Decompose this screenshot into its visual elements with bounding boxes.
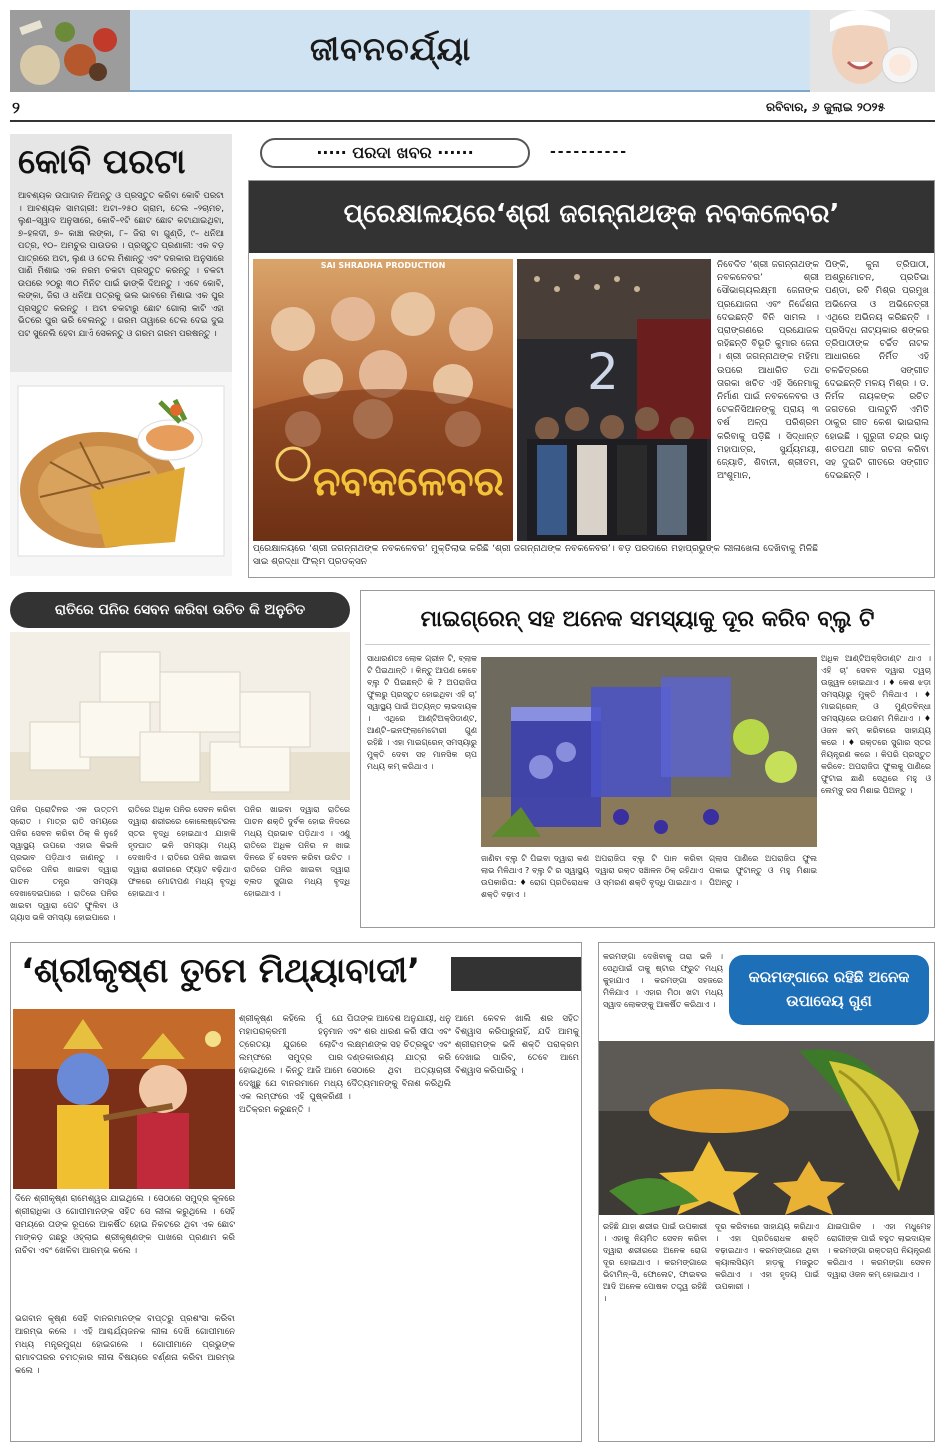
paneer-col-2: ରାତିରେ ଅଧିକ ପନିର ସେବନ କରିବା ଦ୍ୱାରା ଶରୀରରେ କୋଲେଷ୍ଟେରଲ ସ୍ତର ବୃଦ୍ଧି ହୋଇଥାଏ ଯାହାକି ହୃଦଘାତ ଭଳି ସମସ୍ୟା ମଧ୍ୟ ଦେଖାଦିଏ । ରାତିରେ ପନିର ଖାଇବା ଦ୍ୱାରା ଶରୀରରେ ଫ୍ୟାଟ ବଢ଼ିଥାଏ ଫଳରେ ମୋଟାପଣ ମଧ୍ୟ ବୃଦ୍ଧି ହୋଇଥାଏ । xyxy=(128,805,236,898)
star-fruit-col-2: ଦୂର କରିବାରେ ସାହାଯ୍ୟ କରିଥାଏ । ଏହା ପ୍ରତିରୋଧକ ଶକ୍ତି ବଢ଼ାଇଥାଏ । କରମଙ୍ଗାରେ ଥିବା କ୍ୟାଲସିୟମ ହାଡ଼କୁ ମଜଭୁତ କରିଥାଏ । ଏହା ହୃଦୟ ପାଇଁ ଉପକାରୀ । xyxy=(715,1222,819,1291)
krishna-col-3: ପିତାଙ୍କ ଆଦେଶ ଅନୁଯାୟୀ, ଧନୁ ଏବଂ ଶର ଧାରଣ କରି ସୀତା ଏବଂ ଲକ୍ଷ୍ମଣଙ୍କ ସହ ଚିତ୍ରକୁଟ ଏବଂ ଦଣ୍ଡକାରଣ୍ୟ ଯାତ୍ରା କରି ସେଠାରେ ଥିବା ଅତ୍ୟାଚାରୀ ଦୈତ୍ୟମାନଙ୍କୁ ବିନାଶ କରିଥିଲି । xyxy=(347,1014,451,1102)
divider xyxy=(10,120,935,122)
premiere-photo xyxy=(517,259,711,541)
blue-tea-caption-2: ଅପରାଜିତା ବ୍ଲୁ ଟି ପାନ କରିବା ଦ୍ୱାରା ରକ୍ତ ସଞ୍ଚାଳନ ଠିକ୍ ରହିଥାଏ ଓ ସ୍ମରଣ ଶକ୍ତି ବୃଦ୍ଧି ପାଇଥାଏ । xyxy=(595,854,703,887)
headline-box xyxy=(729,955,929,1025)
article-body: ଆବଶ୍ୟକ ଉପାଦାନ ନିଅନ୍ତୁ ଓ ପ୍ରସ୍ତୁତ କରିବା କୋବି ପରଟା । ଆବଶ୍ୟକ ସାମଗ୍ରୀ: ଅଟା–୨୫୦ ଗ୍ରାମ, ତେଲ –୨ଚାମଚ, ଲୁଣ–ସ୍ୱାଦ ଅନୁସାରେ, କୋବି–୧ଟି ଛୋଟ ଛୋଟ କଟାଯାଇଥିବା, ୭–ହଳଦୀ, ୭– କାଞ୍ଚା ଲଙ୍କା, ୮– ଜିରା ବା ଗୁଣ୍ଡି, ୯– ଧନିଆ ପତ୍ର, ୧୦– ଅମଚୁର ପାଉଡର । ପ୍ରସ୍ତୁତ ପ୍ରଣାଳୀ: ଏକ ବଡ଼ ପାତ୍ରରେ ଅଟା, ଲୁଣ ଓ ତେଲ ମିଶାନ୍ତୁ ଏବଂ ଦରକାର ଅନୁସାରେ ପାଣି ମିଶାଇ ଏକ ନରମ ଚକଟା ପ୍ରସ୍ତୁତ କରନ୍ତୁ । ଚକଟା ଉପରେ ୨୦ରୁ ୩୦ ମିନିଟ ପାଇଁ ଢାଙ୍କି ଦିଅନ୍ତୁ । ଏବେ କୋବି, ଲଙ୍କା, ଜିରା ଓ ଧନିଆ ପତ୍ରକୁ ଭଲ ଭାବରେ ମିଶାଇ ଏକ ପୁର ପ୍ରସ୍ତୁତ କରନ୍ତୁ । ଅଟା ଚକଟାରୁ ଛୋଟ ଗୋଲା କାଟି ଏହା ଭିତରେ ପୁର ଭରି ବେଲନ୍ତୁ । ଗରମ ତାୱାରେ ତେଲ ଦେଇ ଦୁଇ ପଟ ସୁନେଲି ହେବା ଯାଏଁ ସେକନ୍ତୁ ଓ ଗରମ ଗରମ ପରଷନ୍ତୁ । xyxy=(18,191,224,339)
masthead-face-image xyxy=(810,10,935,92)
star-fruit-article xyxy=(598,942,935,1442)
paratha-photo xyxy=(10,372,232,576)
svg-text:2: 2 xyxy=(587,343,619,401)
krishna-col-1b: ଭଗବାନ କୃଷ୍ଣ ସେହି ବାନରମାନଙ୍କ ବାପ୍ତରୁ ପ୍ରଶଂସା କରିବା ଆରମ୍ଭ କଲେ । ଏହି ଆଶ୍ଚର୍ଯ୍ୟଜନକ ଲୀଳା ଦେଖି ଗୋପୀମାନେ ମଧ୍ୟ ମନ୍ତ୍ରମୁଗ୍ଧ ହୋଇଗଲେ । ଗୋପୀମାନେ ପ୍ରଭୁଙ୍କ ରାମାବତାରର ଚମତ୍କାର ଲୀଳା ବିଷୟରେ ବର୍ଣ୍ଣନା କରିବା ଆରମ୍ଭ କଲେ । xyxy=(15,1314,235,1376)
section-label-text: ····· ପରଦା ଖବର ······ xyxy=(316,143,474,162)
star-fruit-intro: କରମଙ୍ଗା ଦେଖିବାକୁ ତାରା ଭଳି । ସେଥିପାଇଁ ତାକୁ ଷ୍ଟାର ଫ୍ରୁଟ ମଧ୍ୟ କୁହାଯାଏ । କରମଙ୍ଗା ସହଜରେ ମିଳିଯାଏ । ଏହାର ମିଠା ଖଟା ମଧ୍ୟ ସ୍ୱାଦ ଲୋକଙ୍କୁ ଆକର୍ଷିତ କରିଥାଏ । xyxy=(603,952,723,1009)
radha-krishna-image xyxy=(13,1009,235,1189)
headline: ‘ଶ୍ରୀକୃଷ୍ଣ ତୁମେ ମିଥ୍ୟାବାଦୀ’ xyxy=(21,951,426,991)
headline: ମାଇଗ୍ରେନ୍ ସହ ଅନେକ ସମସ୍ୟାକୁ ଦୂର କରିବ ବ୍ଲୁ ଟି xyxy=(420,607,875,632)
headline: ପ୍ରେକ୍ଷାଳୟରେ‘ଶ୍ରୀ ଜଗନ୍ନାଥଙ୍କ ନବକଳେବର’ xyxy=(343,199,840,229)
jagannath-article xyxy=(248,180,935,578)
headline-bar-accent xyxy=(451,957,581,991)
blue-tea-caption-1: ଜାଣିବା ବ୍ଲୁ ଟି ପିଇବା ଦ୍ୱାରା କଣ ଲାଭ ମିଳିଥାଏ ? ବ୍ଲୁ ଟି ର ସ୍ୱାସ୍ଥ୍ୟ ଉପକାରିତା: ♦ ରୋଗ ପ୍ରତିରୋଧକ ଶକ୍ତି ବଢ଼ାଏ । xyxy=(481,854,589,899)
krishna-col-4: ଆମେ କେବଳ ଖାଲି ଶର ସହିତ ବିଶ୍ୱାସ କରିପାରୁନାହିଁ, ଯଦି ଆମକୁ ଶ୍ରୀରାମଙ୍କ ଭଳି ଶକ୍ତି ପରାକ୍ରମ ଦେଖାଇ ପାରିବ, ତେବେ ଆମେ ବିଶ୍ୱାସ କରିପାରିବୁ । xyxy=(455,1014,579,1076)
star-fruit-col-1: ରହିଛି ଯାହା ଶରୀର ପାଇଁ ଉପକାରୀ । ଏହାକୁ ନିୟମିତ ସେବନ କରିବା ଦ୍ୱାରା ଶରୀରରେ ଅନେକ ରୋଗ ଦୂର ହୋଇଥାଏ । କରମଙ୍ଗାରେ ଭିଟାମିନ୍–ସି, ଫୋଲେଟ, ଫାଇବର ଆଦି ଅନେକ ପୋଷକ ତତ୍ତ୍ୱ ରହିଛି । xyxy=(603,1222,707,1303)
blue-tea-caption-3: ଗ୍ଲାସ ପାଣିରେ ଅପରାଜିତା ଫୁଲ ପକାଇ ଫୁଟାନ୍ତୁ ଓ ମହୁ ମିଶାଇ ପିଅନ୍ତୁ । xyxy=(709,854,817,887)
section-dashes: ---------- xyxy=(550,146,629,158)
paneer-photo xyxy=(10,632,350,800)
krishna-article xyxy=(10,942,582,1442)
article-title: କୋବି ପରଟା xyxy=(18,142,186,182)
dateline: ରବିବାର, ୬ ଜୁଲାଇ ୨୦୨୫ xyxy=(766,100,885,114)
masthead-food-image xyxy=(10,10,130,92)
blue-tea-col-1: ସାଧାରଣତଃ ଲୋକ ଗ୍ରୀନ ଟି, ବ୍ଲାକ ଟି ପିଇଥାନ୍ତି । କିନ୍ତୁ ଆପଣ କେବେ ବ୍ଲୁ ଟି ପିଇଛନ୍ତି କି ? ଅପରାଜିତା ଫୁଲରୁ ପ୍ରସ୍ତୁତ ହୋଇଥିବା ଏହି ଚା' ସ୍ୱାସ୍ଥ୍ୟ ପାଇଁ ଅତ୍ୟନ୍ତ ଲାଭଦାୟକ । ଏଥିରେ ଆଣ୍ଟିଅକ୍ସିଡାଣ୍ଟ, ଆଣ୍ଟି–ଇନଫ୍ଲାମେଟୋରୀ ଗୁଣ ରହିଛି । ଏହା ମାଇଗ୍ରେନ୍ ସମସ୍ୟାରୁ ମୁକ୍ତି ଦେବା ସହ ମାନସିକ ଚାପ ମଧ୍ୟ କମ୍ କରିଥାଏ । xyxy=(367,654,477,771)
poster-title: ନବକଳେବର xyxy=(313,459,504,505)
krishna-col-1: ଦିନେ ଶ୍ରୀକୃଷ୍ଣ ରାମେଶ୍ୱର ଯାଇଥିଲେ । ସେଠାରେ ସମୁଦ୍ର କୂଳରେ ଶ୍ରୀରାଧିକା ଓ ଗୋପୀମାନଙ୍କ ସହିତ ସେ ଲୀଳା କରୁଥିଲେ । ସେହି ସମୟରେ ତାଙ୍କ ରୂପରେ ଆକର୍ଷିତ ହୋଇ ନିକଟରେ ଥିବା ଏକ ଛୋଟ ମାଙ୍କଡ଼ ଗଛରୁ ଓହ୍ଲାଇ ଶ୍ରୀକୃଷ୍ଣଙ୍କ ପାଖରେ ପ୍ରଣାମ କରି ନାଚିବା ଏବଂ ଖେଳିବା ଆରମ୍ଭ କଲେ । xyxy=(15,1194,235,1256)
blue-tea-col-2: ଅଧିକ ଆଣ୍ଟିଅକ୍ସିଡାଣ୍ଟ ଥାଏ । ଏହି ଚା' ସେବନ ଦ୍ୱାରା ତ୍ୱଚା ଉଜ୍ଜ୍ୱଳ ହୋଇଥାଏ । ♦ କେଶ ଝଡ଼ା ସମସ୍ୟାରୁ ମୁକ୍ତି ମିଳିଥାଏ । ♦ ମାଇଗ୍ରେନ୍ ଓ ମୁଣ୍ଡବିନ୍ଧା ସମସ୍ୟାରେ ଉପଶମ ମିଳିଥାଏ । ♦ ଓଜନ କମ୍ କରିବାରେ ସାହାଯ୍ୟ କରେ । ♦ ରକ୍ତରେ ସୁଗାର ସ୍ତର ନିୟନ୍ତ୍ରଣ କରେ । କିପରି ପ୍ରସ୍ତୁତ କରିବେ: ଅପରାଜିତା ଫୁଲକୁ ପାଣିରେ ଫୁଟାଇ ଛାଣି ସେଥିରେ ମହୁ ଓ ଲେମ୍ବୁ ରସ ମିଶାଇ ପିଅନ୍ତୁ । xyxy=(821,654,931,795)
photo-caption: ପ୍ରେକ୍ଷାଳୟରେ ‘ଶ୍ରୀ ଜଗନ୍ନାଥଙ୍କ ନବକଳେବର’ ମୁକ୍ତିଲାଭ କରିଛି ‘ଶ୍ରୀ ଜଗନ୍ନାଥଙ୍କ ନବକଳେବର’। ବଡ଼ ପରଦାରେ ମହାପ୍ରଭୁଙ୍କ ଲୀଳାଖେଳା ଦେଖିବାକୁ ମିଳିଛି ସାଇ ଶ୍ରଦ୍ଧା ଫିଲ୍ମ ପ୍ରଡକ୍ସନ xyxy=(253,544,818,568)
film-poster xyxy=(253,259,513,541)
krishna-col-2: ଶ୍ରୀକୃଷ୍ଣ କହିଲେ ମୁଁ ଯେ ମହାପରାକ୍ରମୀ ହନୁମାନ ତ୍ରେତୟା ଯୁଗରେ ଲୋଟିଏ ଲମ୍ଫରେ ସମୁଦ୍ର ପାର ହୋଇଥିଲେ । କିନ୍ତୁ ଆଜି ଆମେ ଦେଖୁଛୁ ଯେ ବାନରମାନେ ମଧ୍ୟ ଏକ ଲମ୍ଫରେ ଏହି ପୁଷ୍କରିଣୀ ଅତିକ୍ରମ କରୁଛନ୍ତି । xyxy=(239,1014,343,1115)
headline: କରମଙ୍ଗାରେ ରହିଛି ଅନେକ ଉପାଦେୟ ଗୁଣ xyxy=(748,968,910,1010)
blue-tea-article xyxy=(360,590,935,928)
paneer-col-1: ପନିର ପ୍ରୋଟିନର ଏକ ଉତ୍ତମ ସ୍ରୋତ । ମାତ୍ର ରାତି ସମୟରେ ପନିର ସେବନ କରିବା ଠିକ୍ କି ନୁହେଁ ସ୍ୱାସ୍ଥ୍ୟ ଉପରେ ଏହାର କିଭଳି ପ୍ରଭାବ ପଡ଼ିଥାଏ ଜାଣନ୍ତୁ । ରାତିରେ ପନିର ଖାଇବା ଦ୍ୱାରା ପାଚନ ତନ୍ତ୍ର ସମସ୍ୟା ଦେଖାଦେଇପାରେ । ରାତିରେ ପନିର ଖାଇବା ଦ୍ୱାରା ପେଟ ଫୁଲିବା ଓ ଗ୍ୟାସ ଭଳି ସମସ୍ୟା ହୋଇପାରେ । xyxy=(10,805,118,922)
poster-credit: SAI SHRADHA PRODUCTION xyxy=(320,261,446,270)
star-fruit-photo xyxy=(599,1041,934,1215)
headline-bar xyxy=(249,181,934,253)
section-title: ଜୀବନଚର୍ଯ୍ୟା xyxy=(310,30,472,68)
section-label xyxy=(260,138,530,168)
article-col-1: ନିବେଦିତ ‘ଶ୍ରୀ ଜଗନ୍ନାଥଙ୍କ ନବକଳେବର’ ଶ୍ରୀ ସୌଭାଗ୍ୟଲକ୍ଷ୍ମୀ ଜେନାଙ୍କ ପ୍ରଯୋଜନା ଏବଂ ନିର୍ଦ୍ଦେଶନା ଦେଇଛନ୍ତି ବିନି ସାମଲ । ପ୍ରାଙ୍ଗଣରେ ପ୍ରଯୋଜକ ରହିଛନ୍ତି ବିଭୂତି କୁମାର ଜେନା । ଶ୍ରୀ ଜଗନ୍ନାଥଙ୍କ ମହିମା ଉପରେ ଆଧାରିତ ତଥା ତାରକା ଖଚିତ ଏହି ସିନେମାକୁ ନିର୍ମାଣ ପାଇଁ ନବକଳେବର ଓ ଟେକନିସିଆନଙ୍କୁ ପ୍ରାୟ ୩ ବର୍ଷ ଅଳ୍ପ ପରିଶ୍ରମ କରିବାକୁ ପଡ଼ିଛି । ସିଦ୍ଧାନ୍ତ ମହାପାତ୍ର, ସୁର୍ଯ୍ୟମୟୀ, ଜ୍ୟୋତି, ଶିବାନୀ, ଶ୍ରୀତମ, ଅଂଶୁମାନ, xyxy=(717,260,819,482)
headline-box xyxy=(11,943,581,1005)
kobi-paratha-article xyxy=(10,134,232,576)
star-fruit-col-3: ଯାଇପାରିବ । ଏହା ମଧୁମେହ ରୋଗୀଙ୍କ ପାଇଁ ବହୁତ ଲାଭଦାୟକ । କରମଙ୍ଗା ରକ୍ତଚାପ ନିୟନ୍ତ୍ରଣ କରିଥାଏ । କରମଙ୍ଗା ସେବନ ଦ୍ୱାରା ଓଜନ କମ୍ ହୋଇଥାଏ । xyxy=(827,1222,931,1279)
article-col-2: ପିଙ୍କି, କୁନା ତ୍ରିପାଠୀ, ଅଶ୍ରୁମୋଚନ, ପ୍ରତିଭା ପଣ୍ଡା, ରବି ମିଶ୍ର ପ୍ରମୁଖ ଅଭିନେତା ଓ ଅଭିନେତ୍ରୀ ଏଥିରେ ଅଭିନୟ କରିଛନ୍ତି । ପ୍ରସିଦ୍ଧ ନାଟ୍ୟକାର ଶଙ୍କର ତ୍ରିପାଠୀଙ୍କ ଚର୍ଚ୍ଚିତ ନାଟକ ଆଧାରରେ ନିର୍ମିତ ଏହି ଚଳଚ୍ଚିତ୍ରରେ ସଙ୍ଗୀତ ଦେଇଛନ୍ତି ମଳୟ ମିଶ୍ର । ଡ. ନିର୍ମଳ ନାୟକଙ୍କ ରଚିତ ଜଗତରେ ପାଲଟୁନି ଏମିତି ଠାକୁର ଗୀତ କେଶ ଭାଇରାଲ ହୋଇଛି । ଗୁରୁଜୀ ଚନ୍ଦ୍ର ଭାନୁ ଶତପଥୀ ଗୀତ ରଚନା କରିବା ସହ ଦୁଇଟି ଗୀତରେ ସଙ୍ଗୀତ ଦେଇଛନ୍ତି । xyxy=(825,260,929,482)
blue-tea-photo xyxy=(481,657,817,847)
masthead xyxy=(10,10,935,92)
page-number: ୨ xyxy=(12,98,20,117)
paneer-col-3: ପନିର ଖାଇବା ଦ୍ୱାରା ରାତିରେ ପାଚନ ଶକ୍ତି ଦୁର୍ବଳ ହୋଇ ନିଦରେ ମଧ୍ୟ ପ୍ରଭାବ ପଡ଼ିଥାଏ । ଏଣୁ ରାତିରେ ଅଧିକ ପନିର ନ ଖାଇ ଦିନରେ ହିଁ ସେବନ କରିବା ଉଚିତ । ରାତିରେ ପନିର ଖାଇବା ଦ୍ୱାରା ବ୍ଲଡ ସୁଗାର ମଧ୍ୟ ବୃଦ୍ଧି ହୋଇଥାଏ । xyxy=(244,805,350,898)
headline-box xyxy=(365,595,930,645)
headline: ରାତିରେ ପନିର ସେବନ କରିବା ଉଚିତ କି ଅନୁଚିତ xyxy=(54,602,306,618)
paneer-headline-bar xyxy=(10,592,350,628)
